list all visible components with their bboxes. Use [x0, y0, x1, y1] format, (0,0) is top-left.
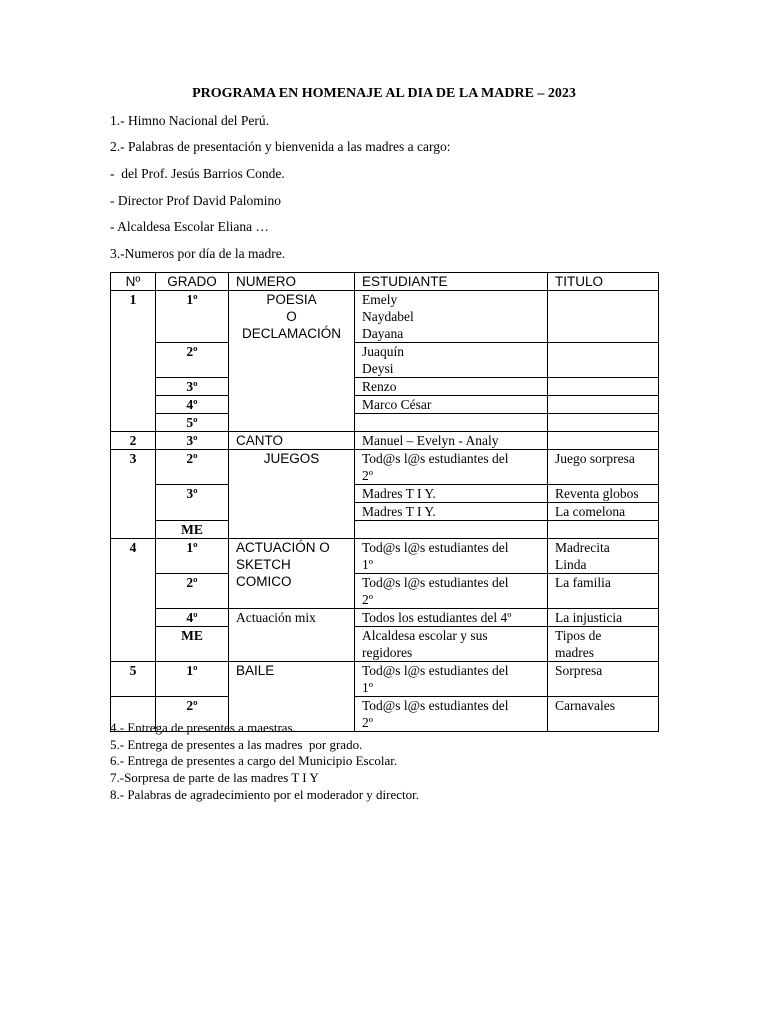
table-row: [111, 627, 659, 662]
title-cell: [548, 432, 659, 450]
student-cell: Tod@s l@s estudiantes del 2º: [355, 450, 548, 485]
numero-cell: Actuación mix: [229, 609, 355, 662]
header-estudiante: ESTUDIANTE: [355, 273, 548, 291]
student-cell: Tod@s l@s estudiantes del 1º: [355, 662, 548, 697]
table-row: [111, 432, 659, 450]
footer-item-4: 4.- Entrega de presentes a maestras.: [110, 720, 296, 735]
intro-item-1: 1.- Himno Nacional del Perú.: [110, 113, 269, 128]
row-number: 4: [111, 539, 156, 662]
title-cell: Carnavales: [548, 697, 659, 732]
student-cell: Tod@s l@s estudiantes del 2º: [355, 574, 548, 609]
row-number: 3: [111, 450, 156, 539]
table-row: [111, 343, 659, 378]
intro-item-2: 2.- Palabras de presentación y bienvenida a las madres a cargo:: [110, 139, 451, 154]
title-cell: [548, 343, 659, 378]
title-cell: Reventa globos: [548, 485, 659, 503]
student-cell: Todos los estudiantes del 4º: [355, 609, 548, 627]
student-cell: Emely Naydabel Dayana: [355, 291, 548, 343]
footer-item-6: 6.- Entrega de presentes a cargo del Municipio Escolar.: [110, 753, 398, 768]
table-row: [111, 450, 659, 485]
grade-cell: 3º: [156, 485, 229, 521]
header-num: Nº: [111, 273, 156, 291]
student-cell: Manuel – Evelyn - Analy: [355, 432, 548, 450]
table-row: [111, 521, 659, 539]
grade-cell: 1º: [156, 539, 229, 574]
grade-cell: 2º: [156, 343, 229, 378]
student-cell: Tod@s l@s estudiantes del 2º: [355, 697, 548, 732]
grade-cell: 2º: [156, 697, 229, 732]
student-cell: Tod@s l@s estudiantes del 1º: [355, 539, 548, 574]
page-title: PROGRAMA EN HOMENAJE AL DIA DE LA MADRE – 2023: [192, 86, 576, 101]
table-row: [111, 396, 659, 414]
title-cell: La familia: [548, 574, 659, 609]
student-cell: Alcaldesa escolar y sus regidores: [355, 627, 548, 662]
student-cell: Marco César: [355, 396, 548, 414]
intro-item-5: - Alcaldesa Escolar Eliana …: [110, 219, 269, 234]
student-cell: Madres T I Y.: [355, 503, 548, 521]
numero-cell: CANTO: [229, 432, 355, 450]
grade-cell: 4º: [156, 609, 229, 627]
table-row: [111, 574, 659, 609]
numero-cell: ACTUACIÓN O SKETCH COMICO: [229, 539, 355, 609]
title-cell: [548, 521, 659, 539]
grade-cell: 3º: [156, 432, 229, 450]
grade-cell: 1º: [156, 291, 229, 343]
table-row: [111, 485, 659, 503]
row-number: 2: [111, 432, 156, 450]
title-cell: [548, 414, 659, 432]
title-cell: Juego sorpresa: [548, 450, 659, 485]
intro-item-4: - Director Prof David Palomino: [110, 193, 281, 208]
grade-cell: ME: [156, 627, 229, 662]
footer-item-5: 5.- Entrega de presentes a las madres por grado.: [110, 737, 363, 752]
footer-item-8: 8.- Palabras de agradecimiento por el moderador y director.: [110, 787, 419, 802]
table-header-row: [111, 273, 659, 291]
numero-cell: BAILE: [229, 662, 355, 732]
title-cell: [548, 378, 659, 396]
student-cell: Juaquín Deysi: [355, 343, 548, 378]
grade-cell: 2º: [156, 450, 229, 485]
title-cell: La comelona: [548, 503, 659, 521]
header-grado: GRADO: [156, 273, 229, 291]
grade-cell: 5º: [156, 414, 229, 432]
title-cell: Tipos de madres: [548, 627, 659, 662]
table-row: [111, 539, 659, 574]
grade-cell: 2º: [156, 574, 229, 609]
table-row: [111, 414, 659, 432]
row-number: 1: [111, 291, 156, 432]
grade-cell: 3º: [156, 378, 229, 396]
row-number: 5: [111, 662, 156, 697]
student-cell: Madres T I Y.: [355, 485, 548, 503]
header-titulo: TITULO: [548, 273, 659, 291]
intro-item-3: - del Prof. Jesús Barrios Conde.: [110, 166, 285, 181]
table-row: [111, 609, 659, 627]
student-cell: [355, 414, 548, 432]
table-row: [111, 291, 659, 343]
student-cell: [355, 521, 548, 539]
table-row: [111, 378, 659, 396]
grade-cell: ME: [156, 521, 229, 539]
title-cell: [548, 291, 659, 343]
program-table: [110, 272, 659, 732]
grade-cell: 1º: [156, 662, 229, 697]
footer-item-7: 7.-Sorpresa de parte de las madres T I Y: [110, 770, 319, 785]
numero-cell: POESIA O DECLAMACIÓN: [229, 291, 355, 432]
title-cell: La injusticia: [548, 609, 659, 627]
intro-item-6: 3.-Numeros por día de la madre.: [110, 246, 286, 261]
numero-cell: JUEGOS: [229, 450, 355, 539]
header-numero: NUMERO: [229, 273, 355, 291]
title-cell: Sorpresa: [548, 662, 659, 697]
student-cell: Renzo: [355, 378, 548, 396]
table-row: [111, 662, 659, 697]
grade-cell: 4º: [156, 396, 229, 414]
title-cell: [548, 396, 659, 414]
title-cell: Madrecita Linda: [548, 539, 659, 574]
